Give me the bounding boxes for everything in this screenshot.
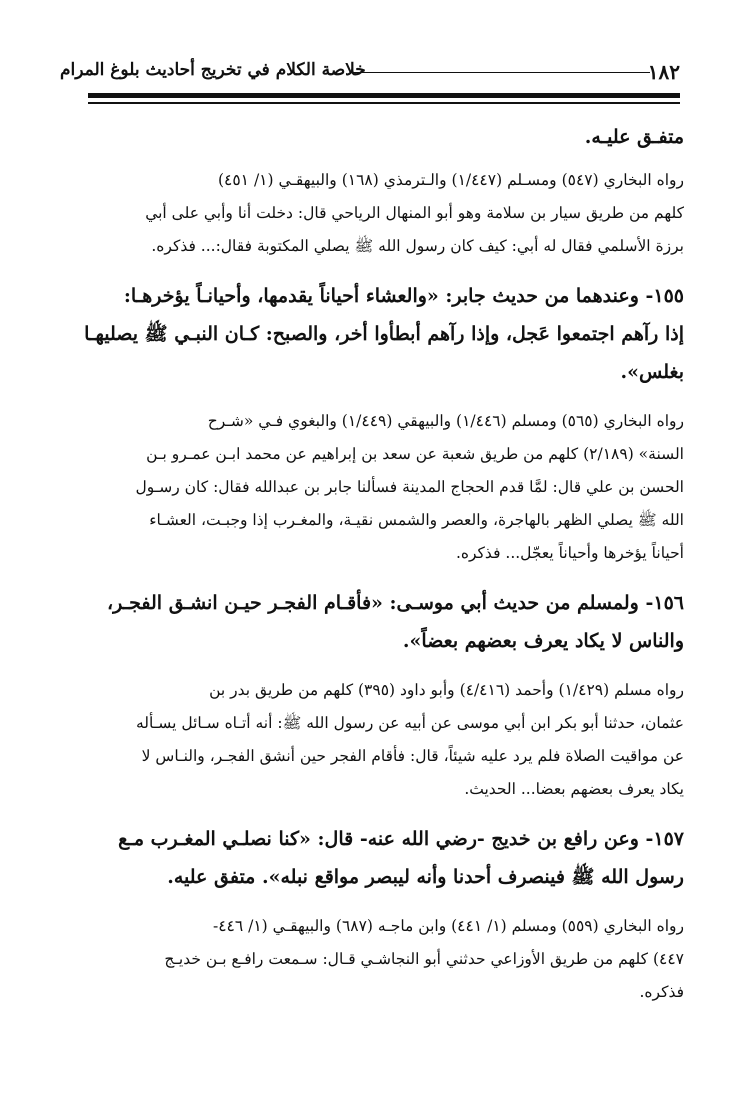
text-line: ١٥٦- ولمسلم من حديث أبي موسـى: «فأقـام الفجـر حيـن انشـق الفجـر، xyxy=(106,592,684,614)
text-line: رواه مسلم (١/٤٢٩) وأحمد (٤/٤١٦) وأبو داود (٣٩٥) كلهم من طريق بدر بن xyxy=(209,681,684,699)
text-line: برزة الأسلمي فقال له أبي: كيف كان رسول الله ﷺ يصلي المكتوبة فقال:... فذكره. xyxy=(151,237,684,255)
text-line: السنة» (٢/١٨٩) كلهم من طريق شعبة عن سعد بن إبراهيم عن محمد ابـن عمـرو بـن xyxy=(146,445,684,463)
agreed-upon-note xyxy=(64,118,684,156)
text-line: عن مواقيت الصلاة فلم يرد عليه شيئاً، قال: فأقام الفجر حين أنشق الفجـر، والنـاس لا xyxy=(141,747,684,765)
takhrij-paragraph xyxy=(64,164,684,263)
text-line: الله ﷺ يصلي الظهر بالهاجرة، والعصر والشمس نقيـة، والمغـرب إذا وجبـت، العشـاء xyxy=(149,511,684,529)
page-number: ١٨٢ xyxy=(647,60,680,84)
text-line: فذكره. xyxy=(639,983,684,1001)
hadith-155 xyxy=(64,277,684,391)
text-line: رواه البخاري (٥٤٧) ومسـلم (١/٤٤٧) والـترمذي (١٦٨) والبيهقـي (١/ ٤٥١) xyxy=(217,171,684,189)
text-line: أحياناً يؤخرها وأحياناً يعجّل... فذكره. xyxy=(455,544,684,562)
header-dash-line xyxy=(350,72,650,73)
text-line: كلهم من طريق سيار بن سلامة وهو أبو المنهال الرياحي قال: دخلت أنا وأبي على أبي xyxy=(145,204,684,222)
running-title: خلاصة الكلام في تخريج أحاديث بلوغ المرام xyxy=(60,60,366,80)
takhrij-paragraph xyxy=(64,674,684,806)
header-rule-thick xyxy=(88,93,680,98)
hadith-156 xyxy=(64,584,684,660)
text-line: ١٥٥- وعندهما من حديث جابر: «والعشاء أحياناً يقدمها، وأحيانـاً يؤخرهـا: xyxy=(123,285,684,307)
text-line: الحسن بن علي قال: لمَّا قدم الحجاج المدينة فسألنا جابر بن عبدالله فقال: كان رسـول xyxy=(135,478,684,496)
text-line: رواه البخاري (٥٥٩) ومسلم (١/ ٤٤١) وابن ماجـه (٦٨٧) والبيهقـي (١/ ٤٤٦- xyxy=(212,917,684,935)
text-line: ١٥٧- وعن رافع بن خديج -رضي الله عنه- قال: «كنا نصلـي المغـرب مـع xyxy=(118,828,684,850)
text-line: بغلس». xyxy=(620,361,684,383)
hadith-157 xyxy=(64,820,684,896)
page-body xyxy=(64,118,684,1009)
text-line: متفـق عليـه. xyxy=(584,126,684,148)
takhrij-paragraph xyxy=(64,910,684,1009)
text-line: رواه البخاري (٥٦٥) ومسلم (١/٤٤٦) والبيهقي (١/٤٤٩) والبغوي فـي «شـرح xyxy=(207,412,684,430)
text-line: يكاد يعرف بعضهم بعضا... الحديث. xyxy=(464,780,684,798)
text-line: إذا رآهم اجتمعوا عَجل، وإذا رآهم أبطأوا أخر، والصبح: كـان النبـي ﷺ يصليهـا xyxy=(84,323,684,345)
text-line: عثمان، حدثنا أبو بكر ابن أبي موسى عن أبيه عن رسول الله ﷺ: أنه أتـاه سـائل يسـأله xyxy=(135,714,684,732)
takhrij-paragraph xyxy=(64,405,684,570)
text-line: رسول الله ﷺ فينصرف أحدنا وأنه ليبصر مواقع نبله». متفق عليه. xyxy=(167,866,684,888)
text-line: ٤٤٧) كلهم من طريق الأوزاعي حدثني أبو النجاشـي قـال: سـمعت رافـع بـن خديـج xyxy=(164,950,684,968)
page-header xyxy=(60,56,680,86)
header-rule-thin xyxy=(88,102,680,104)
text-line: والناس لا يكاد يعرف بعضهم بعضاً». xyxy=(402,630,684,652)
